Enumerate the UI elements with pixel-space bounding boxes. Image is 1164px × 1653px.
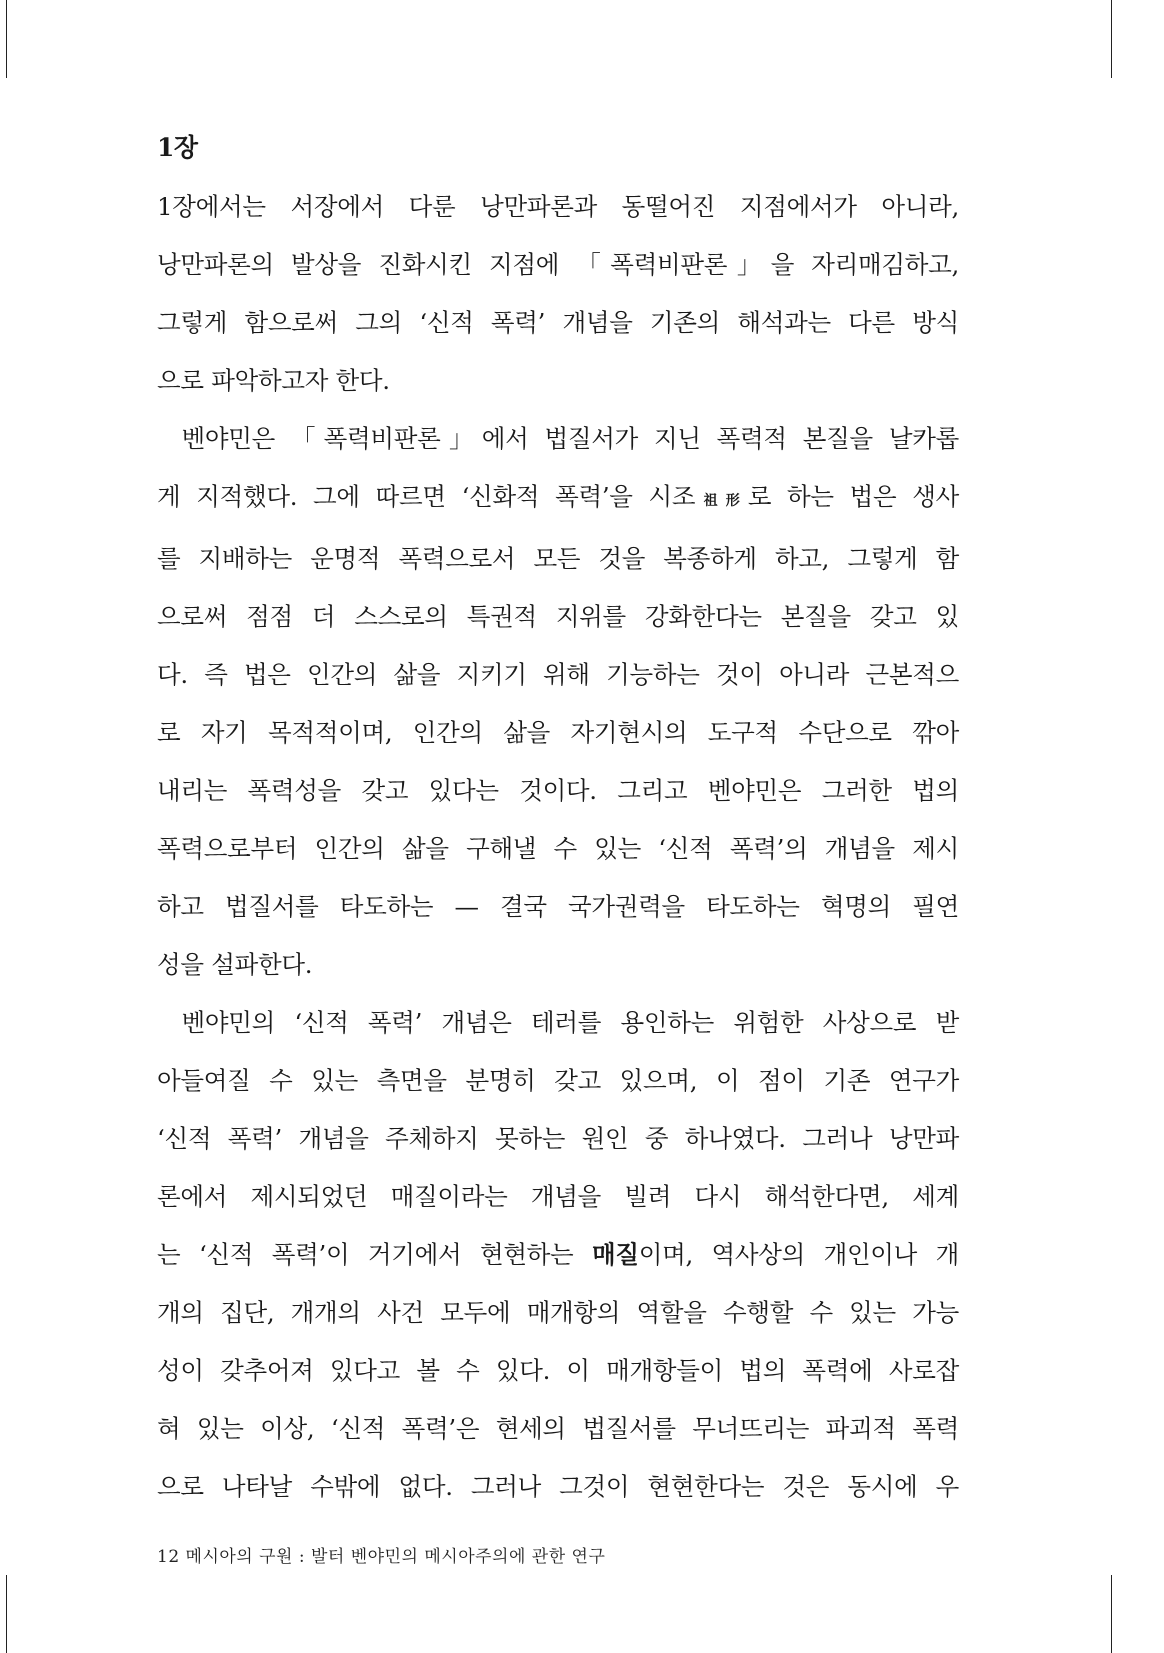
text-line: 성을 설파한다. [157, 950, 313, 979]
crop-mark-top-right [1111, 0, 1112, 78]
paragraph-2 [157, 410, 959, 994]
hanja-gloss: 祖形 [695, 493, 748, 509]
text-line: 으로써 점점 더 스스로의 특권적 지위를 강화한다는 본질을 갖고 있 [157, 602, 959, 631]
text-line: 내리는 폭력성을 갖고 있다는 것이다. 그리고 벤야민은 그러한 법의 [157, 776, 959, 805]
text-line: 혀 있는 이상, ‘신적 폭력’은 현세의 법질서를 무너뜨리는 파괴적 폭력 [157, 1414, 959, 1443]
crop-mark-top-left [6, 0, 7, 78]
text-line: ‘신적 폭력’ 개념을 주체하지 못하는 원인 중 하나였다. 그러나 낭만파 [157, 1124, 959, 1153]
text-segment: 이며, 역사상의 개인이나 개 [638, 1240, 959, 1269]
text-segment: 게 지적했다. 그에 따르면 ‘신화적 폭력’을 시조 [157, 482, 696, 511]
text-line: 벤야민의 ‘신적 폭력’ 개념은 테러를 용인하는 위험한 사상으로 받 [181, 1008, 959, 1037]
crop-mark-bottom-right [1111, 1575, 1112, 1653]
page-body [157, 130, 959, 1516]
text-line: 낭만파론의 발상을 진화시킨 지점에 「폭력비판론」을 자리매김하고, [157, 250, 959, 279]
text-line: 폭력으로부터 인간의 삶을 구해낼 수 있는 ‘신적 폭력’의 개념을 제시 [157, 834, 959, 863]
text-line: 1장에서는 서장에서 다룬 낭만파론과 동떨어진 지점에서가 아니라, [157, 192, 959, 221]
text-line: 를 지배하는 운명적 폭력으로서 모든 것을 복종하게 하고, 그렇게 함 [157, 544, 959, 573]
text-line: 로 자기 목적적이며, 인간의 삶을 자기현시의 도구적 수단으로 깎아 [157, 718, 959, 747]
text-line: 론에서 제시되었던 매질이라는 개념을 빌려 다시 해석한다면, 세계 [157, 1182, 959, 1211]
crop-mark-bottom-left [6, 1575, 7, 1653]
text-line: 아들여질 수 있는 측면을 분명히 갖고 있으며, 이 점이 기존 연구가 [157, 1066, 959, 1095]
text-line: 하고 법질서를 타도하는 — 결국 국가권력을 타도하는 혁명의 필연 [157, 892, 959, 921]
text-line: 으로 파악하고자 한다. [157, 366, 390, 395]
text-segment: 는 ‘신적 폭력’이 거기에서 현현하는 [157, 1240, 592, 1269]
text-line: 벤야민은 「폭력비판론」에서 법질서가 지닌 폭력적 본질을 날카롭 [181, 424, 959, 453]
text-line: 으로 나타날 수밖에 없다. 그러나 그것이 현현한다는 것은 동시에 우 [157, 1472, 959, 1501]
text-line: 개의 집단, 개개의 사건 모두에 매개항의 역할을 수행할 수 있는 가능 [157, 1298, 959, 1327]
text-line [157, 468, 959, 530]
paragraph-1 [157, 178, 959, 410]
paragraph-3 [157, 994, 959, 1516]
text-line [157, 1226, 959, 1284]
text-line: 성이 갖추어져 있다고 볼 수 있다. 이 매개항들이 법의 폭력에 사로잡 [157, 1356, 959, 1385]
text-line: 다. 즉 법은 인간의 삶을 지키기 위해 기능하는 것이 아니라 근본적으 [157, 660, 959, 689]
chapter-heading: 1장 [157, 133, 198, 162]
text-line: 그렇게 함으로써 그의 ‘신적 폭력’ 개념을 기존의 해석과는 다른 방식 [157, 308, 959, 337]
bold-term: 매질 [592, 1240, 639, 1269]
page-footer: 12 메시아의 구원 : 발터 벤야민의 메시아주의에 관한 연구 [157, 1547, 606, 1567]
text-segment: 로 하는 법은 생사 [747, 482, 959, 511]
